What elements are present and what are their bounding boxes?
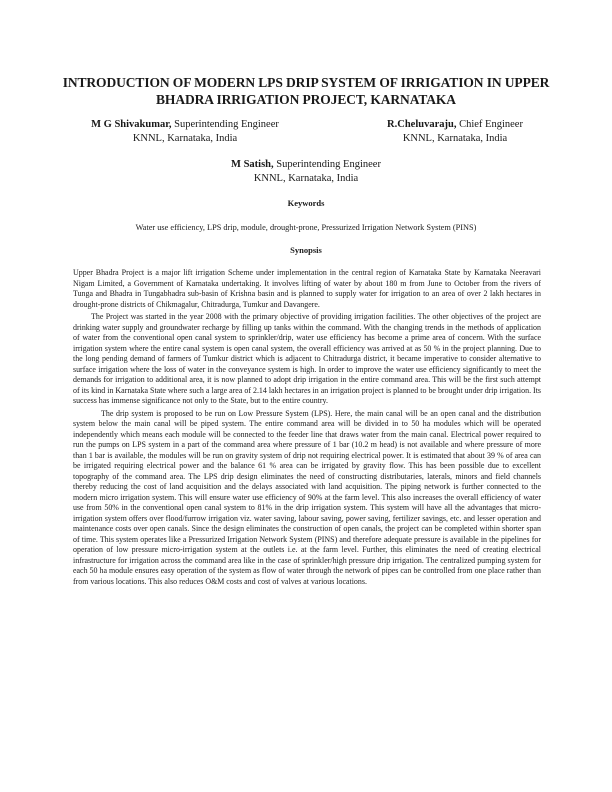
synopsis-heading: Synopsis — [290, 245, 322, 255]
paragraph-1: Upper Bhadra Project is a major lift irrigation Scheme under implementation in the central region of Karnataka State by Karnataka Neeravari Nigam Limited, a Government of Karnataka undertaking. It involves lifting of water by about 180 m from June to October from the rivers of Tunga and Bhadra in Tungabhadra sub-basin of Krishna basin and is planned to supply water for irrigation to an area of over 2 lakh hectares in drought-prone districts of Chikmagalur, Chitradurga, Tumkur and Davangere. — [73, 268, 541, 309]
author-2-affiliation: KNNL, Karnataka, India — [402, 133, 508, 144]
author-1-affiliation: KNNL, Karnataka, India — [132, 133, 238, 144]
paragraph-3: The drip system is proposed to be run on Low Pressure System (LPS). Here, the main canal will be an open canal and the distribution system below the main canal will be piped system. The entire command area will be divided in to 50 ha modules which will be operated independently which means each module will be connected to the feeder line that draws water from the main canal. Electrical power required to run the pumps on LPS system in a part of the command area where pressure of 1 bar (10.2 m head) is not available and where pressure of more than 1 bar is available, the modules will be run on gravity system of drip not requiring electrical power. It is estimated that about 39 % of area can be irrigated requiring electrical power and the balance 61 % area can be irrigated by gravity flow. This has been possible due to excellent topography of the command area. The LPS drip design eliminates the need of constructing distributaries, laterals, minors and field channels thereby reducing the cost of land acquisition and the delays associated with land acquisition. The piping network is further connected to the modern micro irrigation system. This will ensure water use efficiency of 90% at the farm level. This also increases the overall efficiency of water use from 50% in the conventional open canal system to 81% in the drip irrigation system. This system will have all the advantages that micro-irrigation system offers over flood/furrow irrigation viz. water saving, labour saving, power saving, fertilizer savings, etc. and lesser operation and maintenance costs over open canals. Since the design eliminates the construction of open canals, the project can be completed within shorter span of time. This system operates like a Pressurized Irrigation Network System (PINS) and therefore adequate pressure is available in the pipelines for operation of low pressure micro-irrigation system at the outlets i.e. at the farm level. Further, this eliminates the need of creating electrical infrastructure for irrigation across the command area like in the case of sprinkler/high pressure drip irrigation. The centralized pumping system for each 50 ha module ensures easy operation of the system as flow of water through the network of pipes can be controlled from one place rather than from various locations. This also reduces O&M costs and cost of valves at various locations. — [73, 408, 541, 586]
author-2-role: Chief Engineer — [456, 119, 523, 130]
author-2 — [330, 118, 580, 146]
author-2-name: R.Cheluvaraju, — [387, 119, 457, 130]
author-3-name: M Satish, — [231, 159, 274, 170]
paper-title: INTRODUCTION OF MODERN LPS DRIP SYSTEM OF IRRIGATION IN UPPER BHADRA IRRIGATION PROJECT, KARNATAKA — [62, 75, 550, 107]
author-1-role: Superintending Engineer — [171, 119, 279, 130]
keywords-text: Water use efficiency, LPS drip, module, drought-prone, Pressurized Irrigation Network System (PINS) — [135, 223, 477, 232]
author-3-role: Superintending Engineer — [273, 159, 381, 170]
author-3 — [150, 158, 462, 186]
author-1 — [60, 118, 310, 146]
keywords-heading: Keywords — [287, 198, 325, 208]
author-1-name: M G Shivakumar, — [91, 119, 172, 130]
author-3-affiliation: KNNL, Karnataka, India — [253, 173, 359, 184]
synopsis-body — [73, 268, 541, 589]
paragraph-2: The Project was started in the year 2008 with the primary objective of providing irrigation facilities. The other objectives of the project are drinking water supply and groundwater recharge by filling up tanks within the command. With the changing trends in the methods of application of water from the conventional open canal system to sprinkler/drip, water use efficiency has become a prime area of concern. With the surface irrigation system where the entire canal system is open canal system, the overall efficiency was arrived at as 50 % in the project planning. Due to the long pending demand of farmers of Tumkur district which is adjacent to Chitradurga district, it became imperative to consider alternative to surface irrigation where the loss of water in the conveyance system is high. In order to improve the water use efficiency significantly to meet the demands for irrigation to additional area, it is now planned to adopt drip irrigation in the entire command area. This will be the first such attempt of its kind in Karnataka State where such a large area of 2.14 lakh hectares in an irrigation project is planned to be brought under drip irrigation. Its success has immense significance not only to the State, but to the entire country. — [73, 312, 541, 405]
